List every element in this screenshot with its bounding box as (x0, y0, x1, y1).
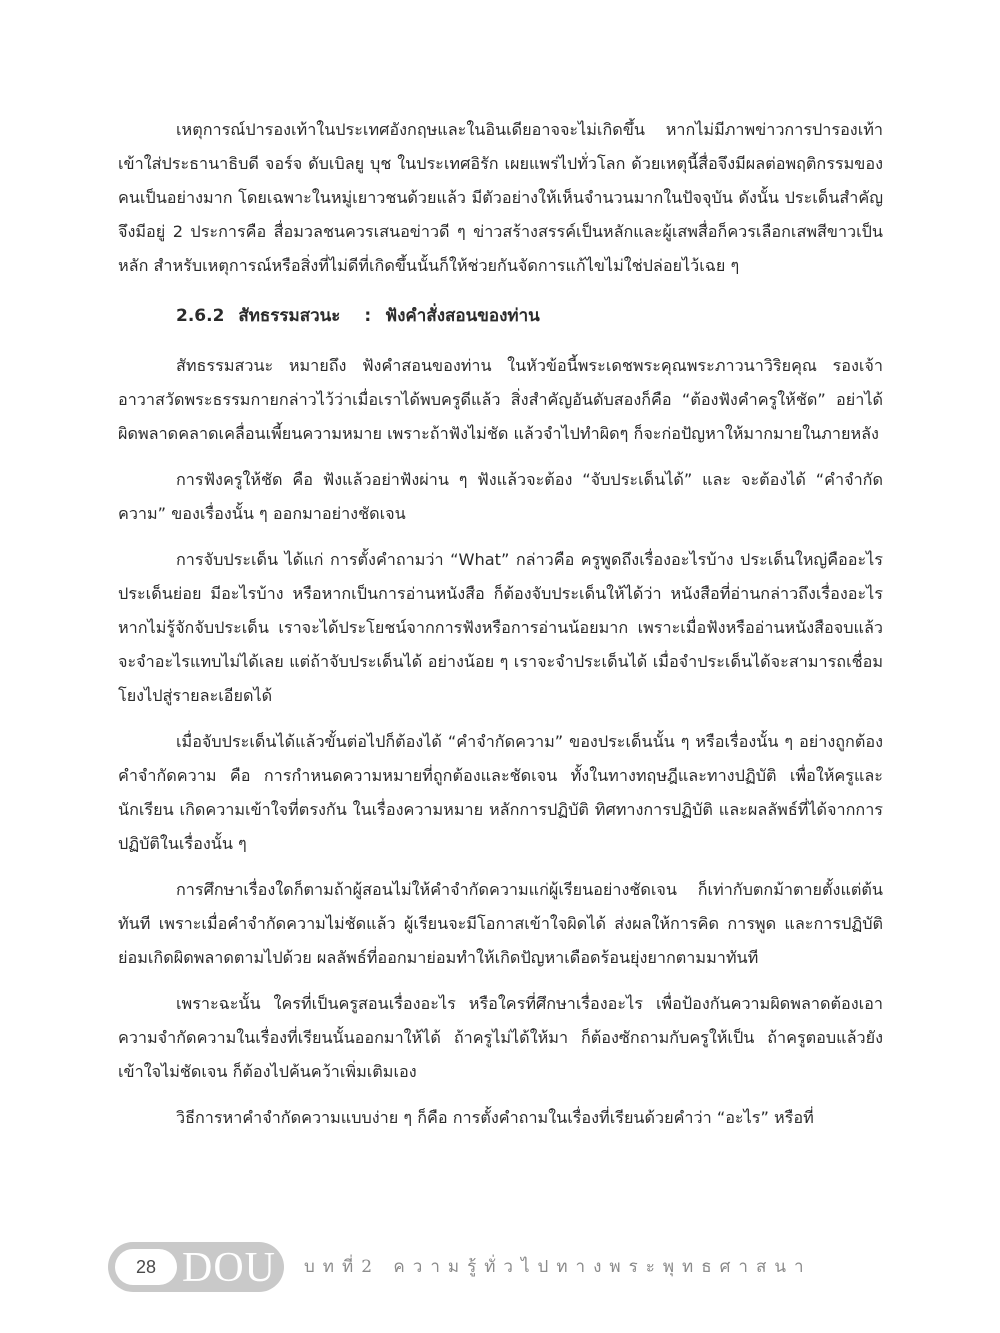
section-subtitle: ฟังคำสั่งสอนของท่าน (385, 306, 540, 326)
paragraph-capture-points: การจับประเด็น ได้แก่ การตั้งคำถามว่า “What” กล่าวคือ ครูพูดถึงเรื่องอะไรบ้าง ประเด็นใหญ่คืออะไร ประเด็นย่อย มีอะไรบ้าง หรือหากเป็นการอ่านหนังสือ ก็ต้องจับประเด็นให้ได้ว่า หนังสือที่อ่านกล่าวถึงเรื่องอะไร หากไม่รู้จักจับประเด็น เราจะได้ประโยชน์จากการฟังหรือการอ่านน้อยมาก เพราะเมื่อฟังหรืออ่านหนังสือจบแล้ว จะจำอะไรแทบไม่ได้เลย แต่ถ้าจับประเด็นได้ อย่างน้อย ๆ เราจะจำประเด็นได้ เมื่อจำประเด็นได้จะสามารถเชื่อมโยงไปสู่รายละเอียดได้ (118, 550, 883, 705)
page-number: 28 (115, 1249, 177, 1285)
paragraph-prevent-mistakes: เพราะฉะนั้น ใครที่เป็นครูสอนเรื่องอะไร หรือใครที่ศึกษาเรื่องอะไร เพื่อป้องกันความผิดพลาดต้องเอาความจำกัดความในเรื่องที่เรียนนั้นออกมาให้ได้ ถ้าครูไม่ได้ให้มา ก็ต้องซักถามกับครูให้เป็น ถ้าครูตอบแล้วยังเข้าใจไม่ชัดเจน ก็ต้องไปค้นคว้าเพิ่มเติมเอง (118, 994, 883, 1081)
chapter-title: บทที่2 ความรู้ทั่วไปทางพระพุทธศาสนา (304, 1257, 812, 1277)
footer-badge (108, 1242, 284, 1292)
paragraph-shoe-throwing-media: เหตุการณ์ปารองเท้าในประเทศอังกฤษและในอินเดียอาจจะไม่เกิดขึ้น หากไม่มีภาพข่าวการปารองเท้าเข้าใส่ประธานาธิบดี จอร์จ ดับเบิลยู บุช ในประเทศอิรัก เผยแพร่ไปทั่วโลก ด้วยเหตุนี้สื่อจึงมีผลต่อพฤติกรรมของคนเป็นอย่างมาก โดยเฉพาะในหมู่เยาวชนด้วยแล้ว มีตัวอย่างให้เห็นจำนวนมากในปัจจุบัน ดังนั้น ประเด็นสำคัญจึงมีอยู่ 2 ประการคือ สื่อมวลชนควรเสนอข่าวดี ๆ ข่าวสร้างสรรค์เป็นหลักและผู้เสพสื่อก็ควรเลือกเสพสีขาวเป็นหลัก สำหรับเหตุการณ์หรือสิ่งที่ไม่ดีที่เกิดขึ้นนั้นก็ให้ช่วยกันจัดการแก้ไขไม่ใช่ปล่อยไว้เฉย ๆ (118, 120, 883, 275)
paragraph-simple-method: วิธีการหาคำจำกัดความแบบง่าย ๆ ก็คือ การตั้งคำถามในเรื่องที่เรียนด้วยคำว่า “อะไร” หรือที่ (176, 1108, 814, 1127)
paragraph-teaching-consequence: การศึกษาเรื่องใดก็ตามถ้าผู้สอนไม่ให้คำจำกัดความแก่ผู้เรียนอย่างชัดเจน ก็เท่ากับตกม้าตายตั้งแต่ต้นทันที เพราะเมื่อคำจำกัดความไม่ชัดแล้ว ผู้เรียนจะมีโอกาสเข้าใจผิดได้ ส่งผลให้การคิด การพูด และการปฏิบัติย่อมเกิดผิดพลาดตามไปด้วย ผลลัพธ์ที่ออกมาย่อมทำให้เกิดปัญหาเดือดร้อนยุ่งยากตามมาทันที (118, 880, 883, 967)
brand-logo: DOU (182, 1245, 276, 1291)
paragraph-definition: สัทธรรมสวนะ หมายถึง ฟังคำสอนของท่าน ในหัวข้อนี้พระเดชพระคุณพระภาวนาวิริยคุณ รองเจ้าอาวาสวัดพระธรรมกายกล่าวไว้ว่าเมื่อเราได้พบครูดีแล้ว สิ่งสำคัญอันดับสองก็คือ “ต้องฟังคำครูให้ชัด” อย่าได้ผิดพลาดคลาดเคลื่อนเพี้ยนความหมาย เพราะถ้าฟังไม่ชัด แล้วจำไปทำผิดๆ ก็จะก่อปัญหาให้มากมายในภายหลัง (118, 356, 883, 443)
page-body (118, 113, 883, 1135)
page-footer (108, 1242, 898, 1292)
section-title: สัทธรรมสวนะ (238, 306, 341, 326)
section-heading (118, 299, 883, 333)
paragraph-listen-clearly: การฟังครูให้ชัด คือ ฟังแล้วอย่าฟังผ่าน ๆ ฟังแล้วจะต้อง “จับประเด็นได้” และ จะต้องได้ “คำจำกัดความ” ของเรื่องนั้น ๆ ออกมาอย่างชัดเจน (118, 470, 883, 523)
section-separator: : (364, 306, 372, 326)
paragraph-definitions: เมื่อจับประเด็นได้แล้วขั้นต่อไปก็ต้องได้ “คำจำกัดความ” ของประเด็นนั้น ๆ หรือเรื่องนั้น ๆ อย่างถูกต้อง คำจำกัดความ คือ การกำหนดความหมายที่ถูกต้องและชัดเจน ทั้งในทางทฤษฎีและทางปฏิบัติ เพื่อให้ครูและนักเรียน เกิดความเข้าใจที่ตรงกัน ในเรื่องความหมาย หลักการปฏิบัติ ทิศทางการปฏิบัติ และผลลัพธ์ที่ได้จากการปฏิบัติในเรื่องนั้น ๆ (118, 732, 883, 853)
section-number: 2.6.2 (176, 306, 225, 326)
